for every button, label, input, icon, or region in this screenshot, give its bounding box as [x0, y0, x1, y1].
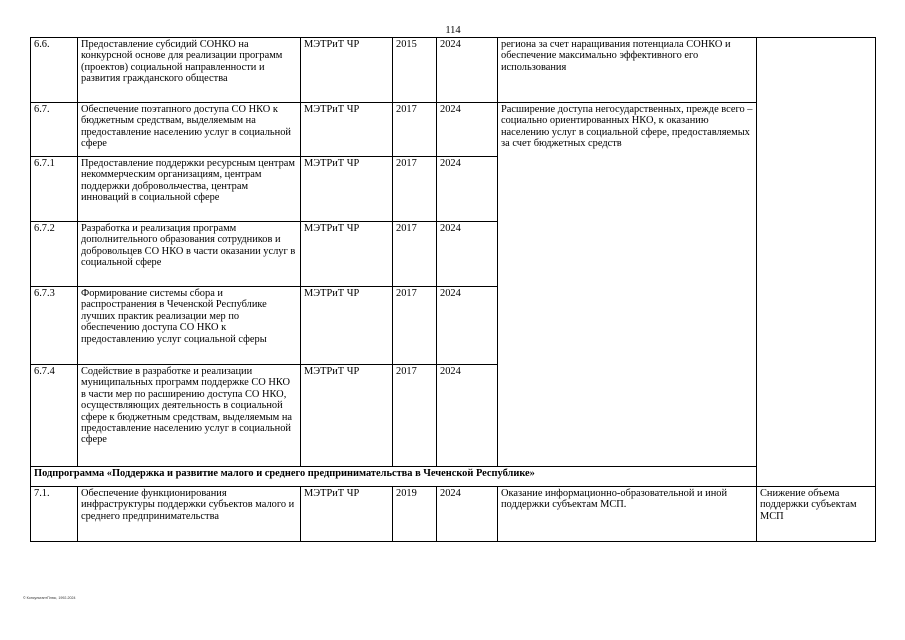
start-year: 2017	[393, 287, 437, 365]
consequence: Снижение объема поддержки субъектам МСП	[757, 487, 876, 542]
executor: МЭТРиТ ЧР	[301, 222, 393, 287]
row-number: 6.7.3	[31, 287, 78, 365]
expected-result: Оказание информационно-образовательной и иной поддержки субъектам МСП.	[498, 487, 757, 542]
event-name: Предоставление поддержки ресурсным центрам некоммерческим организациям, центрам поддержки добровольчества, центрам инноваций в социальной сфере	[78, 157, 301, 222]
row-number: 6.7.4	[31, 365, 78, 467]
end-year: 2024	[437, 157, 498, 222]
expected-result: Расширение доступа негосударственных, прежде всего – социально ориентированных НКО, к оказанию населению услуг в социальной сфере, предоставляемых за счет бюджетных средств	[498, 103, 757, 467]
subprogram-title: Подпрограмма «Поддержка и развитие малого и среднего предпринимательства в Чеченской Республике»	[31, 467, 876, 487]
table-row	[31, 103, 876, 157]
end-year: 2024	[437, 365, 498, 467]
activities-table	[30, 37, 876, 542]
table-row	[31, 487, 876, 542]
page-number: 114	[445, 25, 461, 36]
event-name: Предоставление субсидий СОНКО на конкурсной основе для реализации программ (проектов) социальной направленности и развития гражданского общества	[78, 38, 301, 103]
row-number: 6.7.2	[31, 222, 78, 287]
executor: МЭТРиТ ЧР	[301, 487, 393, 542]
end-year: 2024	[437, 487, 498, 542]
start-year: 2017	[393, 222, 437, 287]
executor: МЭТРиТ ЧР	[301, 103, 393, 157]
footer-note: © КонсультантПлюс, 1992-2024	[23, 596, 76, 600]
expected-result: региона за счет наращивания потенциала СОНКО и обеспечение максимально эффективного его использования	[498, 38, 757, 103]
start-year: 2019	[393, 487, 437, 542]
event-name: Формирование системы сбора и распространения в Чеченской Республике лучших практик реализации мер по обеспечению доступа СО НКО к предоставлению услуг социальной сферы	[78, 287, 301, 365]
event-name: Содействие в разработке и реализации муниципальных программ поддержке СО НКО в части мер по расширению доступа СО НКО, осуществляющих деятельность в социальной сфере к бюджетным средствам, выделяемым на предоставление населению услуг в социальной сфере	[78, 365, 301, 467]
executor: МЭТРиТ ЧР	[301, 157, 393, 222]
start-year: 2017	[393, 157, 437, 222]
end-year: 2024	[437, 103, 498, 157]
subprogram-row	[31, 467, 876, 487]
event-name: Обеспечение поэтапного доступа СО НКО к бюджетным средствам, выделяемым на предоставление населению услуг в социальной сфере	[78, 103, 301, 157]
consequence-cell	[757, 38, 876, 487]
end-year: 2024	[437, 222, 498, 287]
start-year: 2017	[393, 365, 437, 467]
table-row	[31, 38, 876, 103]
executor: МЭТРиТ ЧР	[301, 38, 393, 103]
end-year: 2024	[437, 287, 498, 365]
event-name: Разработка и реализация программ дополнительного образования сотрудников и добровольцев СО НКО в части оказании услуг в социальной сфере	[78, 222, 301, 287]
row-number: 6.6.	[31, 38, 78, 103]
end-year: 2024	[437, 38, 498, 103]
row-number: 6.7.1	[31, 157, 78, 222]
row-number: 6.7.	[31, 103, 78, 157]
event-name: Обеспечение функционирования инфраструктуры поддержки субъектов малого и среднего предпринимательства	[78, 487, 301, 542]
start-year: 2015	[393, 38, 437, 103]
executor: МЭТРиТ ЧР	[301, 365, 393, 467]
row-number: 7.1.	[31, 487, 78, 542]
start-year: 2017	[393, 103, 437, 157]
executor: МЭТРиТ ЧР	[301, 287, 393, 365]
